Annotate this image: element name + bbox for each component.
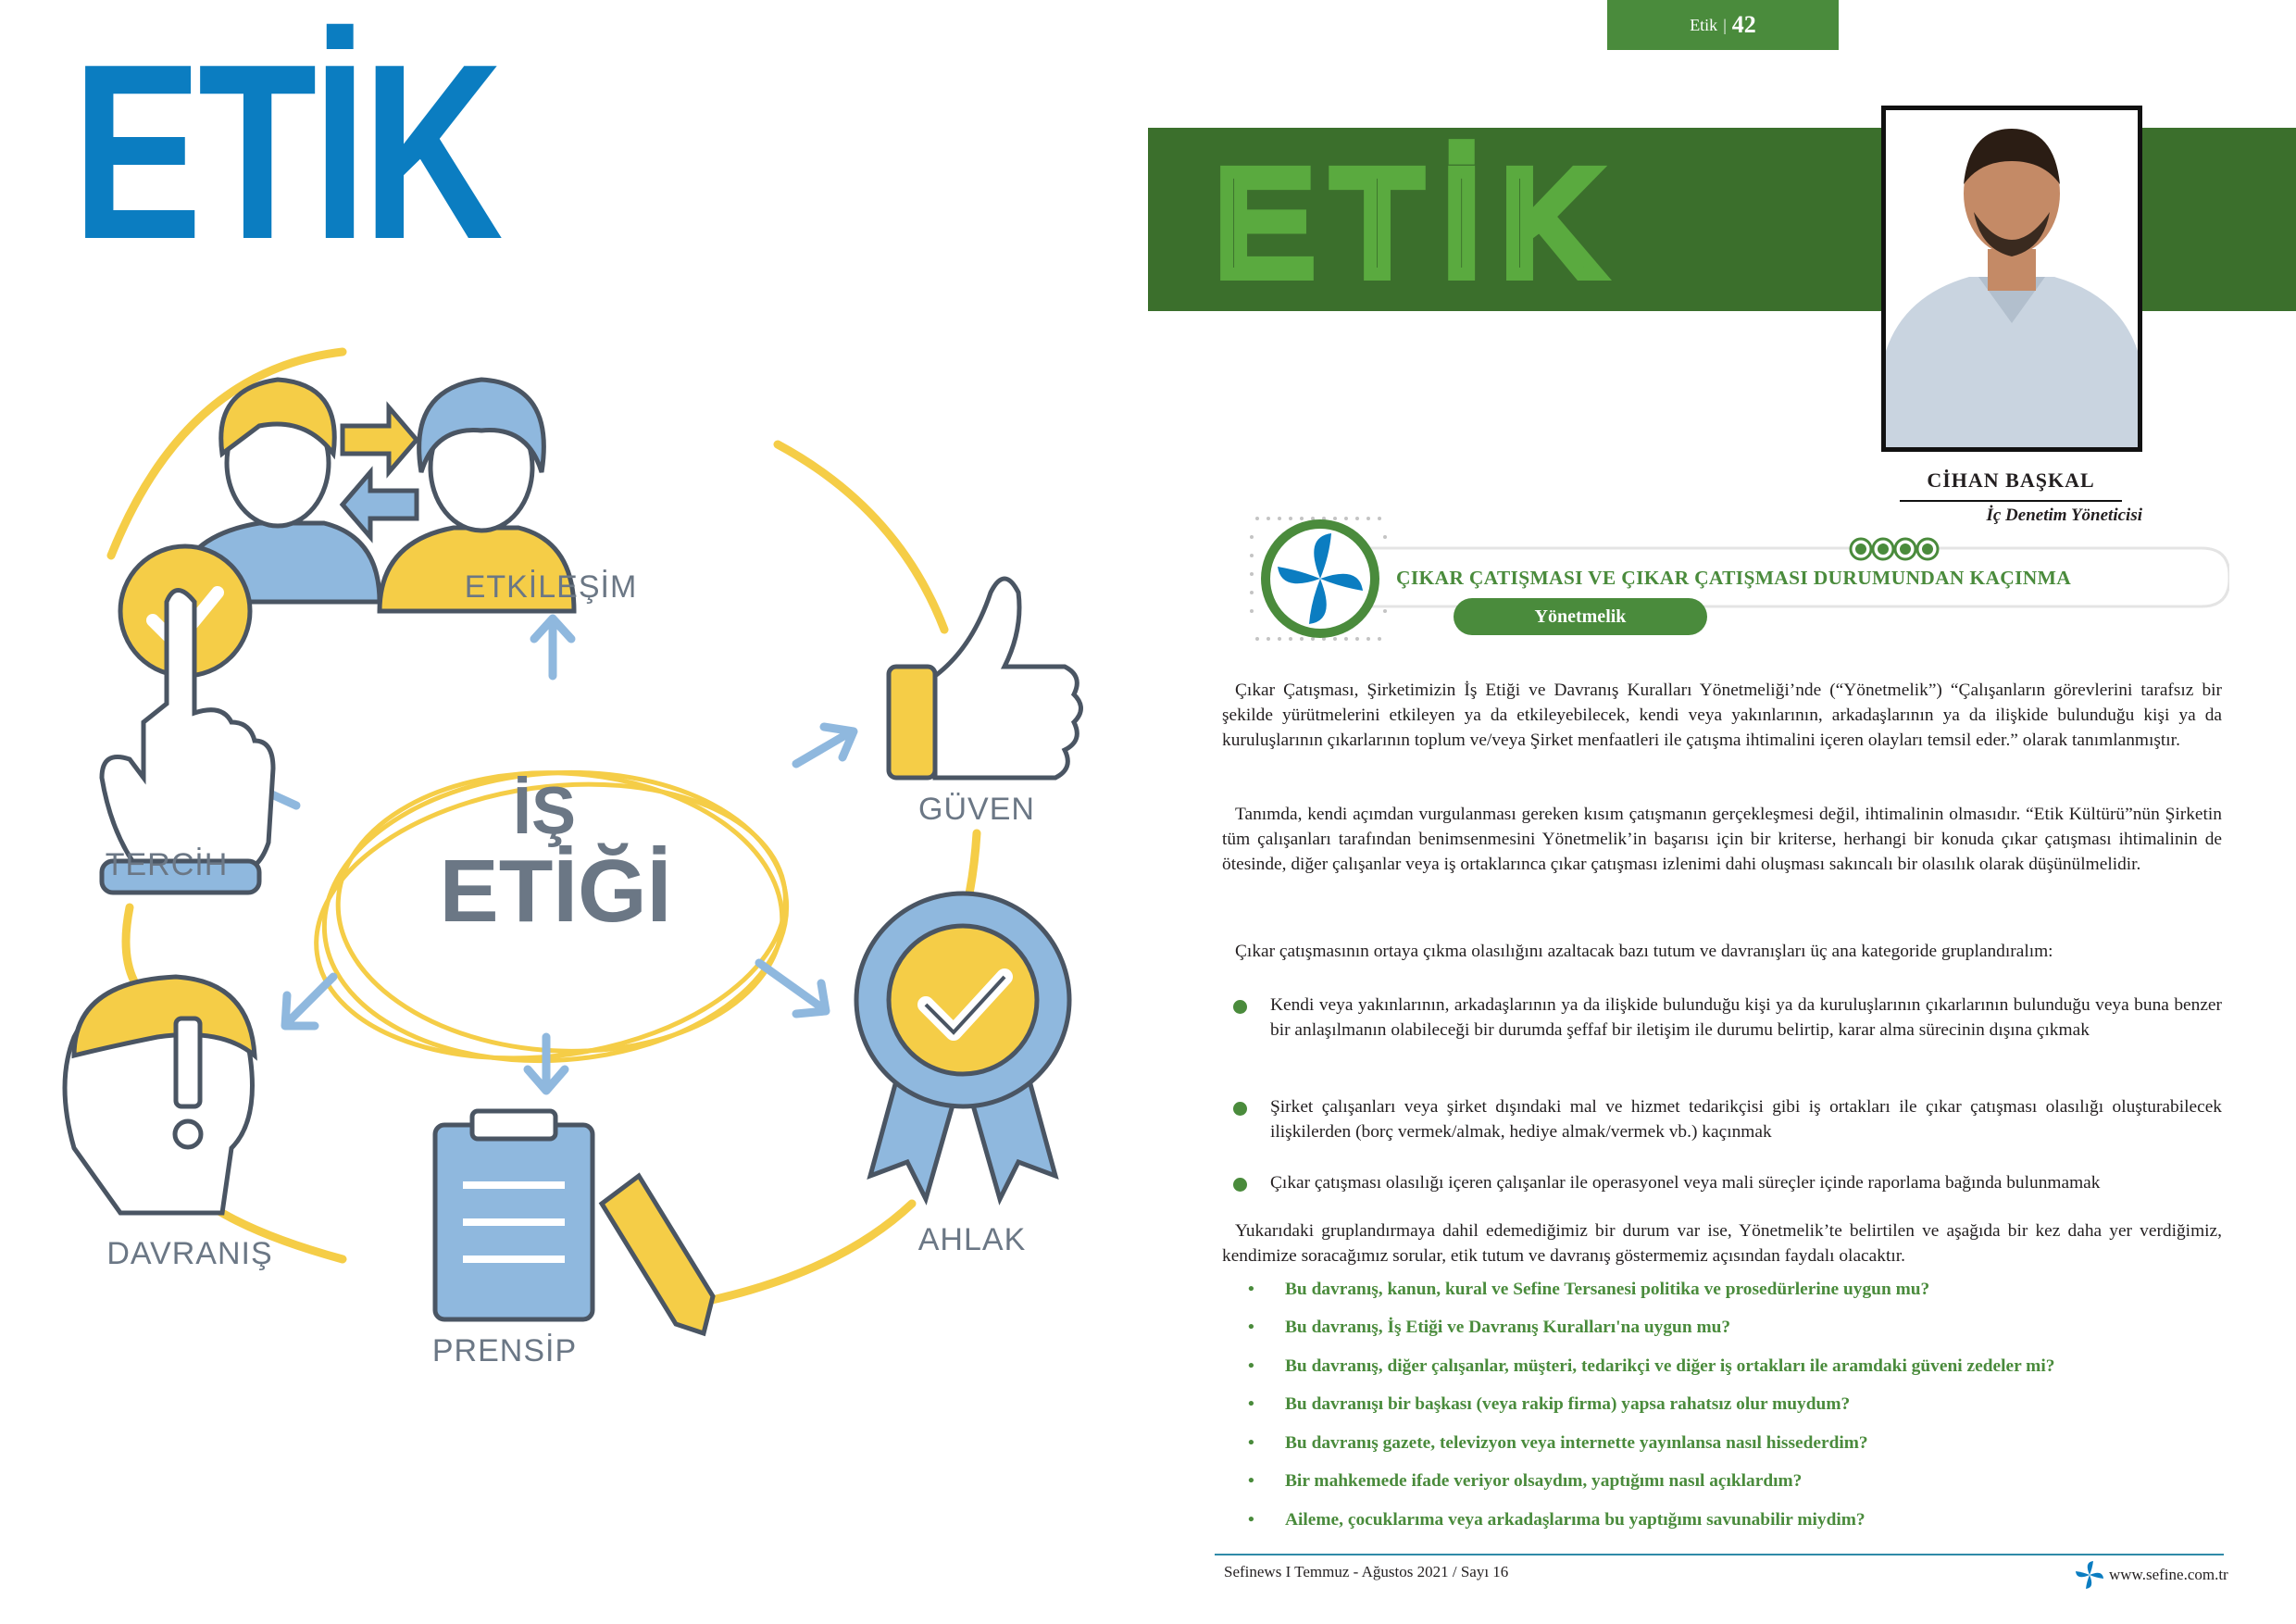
business-ethics-illustration	[37, 315, 1111, 1389]
paragraph-4: Yukarıdaki gruplandırmaya dahil edemediğimiz bir durum var ise, Yönetmelik’te belirtilen ve aşağıda bir kez daha yer verdiğimiz, kendimize soracağımız sorular, etik tutum ve davranış göstermemiz açısından faydalı olacaktır.	[1222, 1221, 2222, 1266]
hand-button-icon	[102, 546, 273, 893]
sefine-logo-icon	[1261, 519, 1379, 638]
question-item: • Bu davranış, İş Etiği ve Davranış Kuralları'na uygun mu?	[1248, 1318, 1731, 1337]
question-item: • Bu davranışı bir başkası (veya rakip firma) yapsa rahatsız olur muydum?	[1248, 1394, 1851, 1414]
category-pill: Yönetmelik	[1454, 598, 1707, 635]
footer-website[interactable]	[2074, 1559, 2228, 1591]
sefine-logo-icon	[2074, 1559, 2105, 1591]
center-title-line1: İŞ	[512, 774, 577, 848]
question-text: Bu davranışı bir başkası (veya rakip firma) yapsa rahatsız olur muydum?	[1285, 1394, 1851, 1414]
list-item-text: Çıkar çatışması olasılığı içeren çalışanlar ile operasyonel veya mali süreçler içinde raporlama bağında bulunmamak	[1270, 1173, 2101, 1193]
bullet-dot-icon	[1233, 1178, 1247, 1192]
label-guven: GÜVEN	[918, 792, 1035, 827]
website-url: www.sefine.com.tr	[2109, 1566, 2228, 1583]
author-name: CİHAN BAŞKAL	[1927, 468, 2095, 492]
question-text: Bu davranış, kanun, kural ve Sefine Tersanesi politika ve prosedürlerine uygun mu?	[1285, 1280, 1930, 1299]
footer-divider	[1215, 1554, 2224, 1555]
tab-separator: |	[1723, 15, 1727, 34]
label-prensip: PRENSİP	[431, 1333, 578, 1368]
list-item	[1233, 993, 2222, 1043]
center-title-line2: ETİĞİ	[439, 842, 672, 941]
thumbs-up-icon	[889, 579, 1081, 778]
list-item	[1233, 1170, 2222, 1195]
banner-title: ETİK	[1215, 140, 1618, 306]
question-text: Bu davranış, diğer çalışanlar, müşteri, tedarikçi ve diğer iş ortakları ile aramdaki güveni zedeler mi?	[1285, 1356, 2055, 1376]
badge-icon	[856, 893, 1069, 1199]
right-page	[1148, 0, 2296, 1624]
label-tercih: TERCİH	[105, 847, 229, 882]
article-headline: ÇIKAR ÇATIŞMASI VE ÇIKAR ÇATIŞMASI DURUMUNDAN KAÇINMA	[1396, 567, 2072, 589]
label-ahlak: AHLAK	[917, 1222, 1027, 1257]
question-item: • Bu davranış gazete, televizyon veya internette yayınlansa nasıl hissederdim?	[1248, 1433, 1868, 1453]
question-item: • Aileme, çocuklarıma veya arkadaşlarıma bu yaptığımı savunabilir miydim?	[1248, 1510, 1866, 1530]
page-tab	[1607, 0, 1839, 50]
bullet-dot-icon	[1233, 1000, 1247, 1014]
banner-title-svg	[1215, 128, 1659, 311]
label-davranis: DAVRANIŞ	[106, 1236, 273, 1271]
person-portrait-icon	[1886, 110, 2138, 447]
list-item-text: Kendi veya yakınlarının, arkadaşlarının ya da ilişkide bulunduğu kişi ya da kuruluşlarının çıkarlarının bulunduğu veya buna benzer bir anlaşılmanın olabileceği bir durumda şeffaf bir iletişim ile durumu belirtip, karar alma sürecinin dışına çıkmak	[1270, 995, 2222, 1040]
paragraph-1: Çıkar Çatışması, Şirketimizin İş Etiği ve Davranış Kuralları Yönetmeliği’nde (“Yönetmelik”) “Çalışanların görevlerini tarafsız bir şekilde yürütmelerini etkileyen ya da etkileyebilecek, kendi veya yakınlarının, arkadaşlarının ya da ilişkide bulunduğu kişi ya da kuruluşlarının çıkarlarının toplum ve/veya Şirket menfaatleri ile çatışma ihtimalini içeren olayları temsil eder.” olarak tanımlanmıştır.	[1222, 681, 2222, 750]
question-text: Bu davranış, İş Etiği ve Davranış Kuralları'na uygun mu?	[1285, 1318, 1731, 1337]
list-item	[1233, 1094, 2222, 1144]
question-item: • Bu davranış, diğer çalışanlar, müşteri, tedarikçi ve diğer iş ortakları ile aramdaki güveni zedeler mi?	[1248, 1356, 2055, 1376]
clipboard-icon	[435, 1111, 713, 1333]
paragraph-2: Tanımda, kendi açımdan vurgulanması gereken kısım çatışmanın gerçekleşmesi değil, ihtimalinin olmasıdır. “Etik Kültürü”nün Şirketin tüm çalışanları tarafından benimsenmesini Yönetmelik’in başarısı için bir kriterse, herhangi bir konuda çıkar çatışması ihtimalinin de ötesinde, diğer çalışanlar veya iş ortaklarınca çıkar çatışması izlenimi dahi oluşması sakıncalı bir olasılık olarak düşünülmelidir.	[1222, 805, 2222, 874]
question-text: Bu davranış gazete, televizyon veya internette yayınlansa nasıl hissederdim?	[1285, 1433, 1868, 1453]
bullet-dot-icon	[1233, 1102, 1247, 1116]
question-item: • Bu davranış, kanun, kural ve Sefine Tersanesi politika ve prosedürlerine uygun mu?	[1248, 1280, 1930, 1299]
left-page-title: ETİK	[72, 13, 499, 292]
question-text: Bir mahkemede ifade veriyor olsaydım, yaptığımı nasıl açıklardım?	[1285, 1471, 1803, 1491]
label-etkilesim: ETKİLEŞİM	[464, 569, 638, 605]
paragraph-3: Çıkar çatışmasının ortaya çıkma olasılığını azaltacak bazı tutum ve davranışları üç ana kategoride gruplandıralım:	[1235, 942, 2053, 961]
warning-head-icon	[65, 977, 255, 1213]
question-item: • Bir mahkemede ifade veriyor olsaydım, yaptığımı nasıl açıklardım?	[1248, 1471, 1803, 1491]
tab-section: Etik	[1690, 15, 1718, 34]
footer-issue: Sefinews I Temmuz - Ağustos 2021 / Sayı 16	[1224, 1563, 1509, 1580]
page-number: 42	[1731, 11, 1756, 38]
question-text: Aileme, çocuklarıma veya arkadaşlarıma bu yaptığımı savunabilir miydim?	[1285, 1510, 1866, 1530]
author-role: İç Denetim Yöneticisi	[1986, 506, 2142, 525]
list-item-text: Şirket çalışanları veya şirket dışındaki mal ve hizmet tedarikçisi gibi iş ortakları ile çıkar çatışması olasılığı oluşturabilecek ilişkilerden (borç vermek/almak, hediye almak/vermek vb.) kaçınmak	[1270, 1097, 2222, 1142]
author-photo	[1881, 106, 2142, 452]
